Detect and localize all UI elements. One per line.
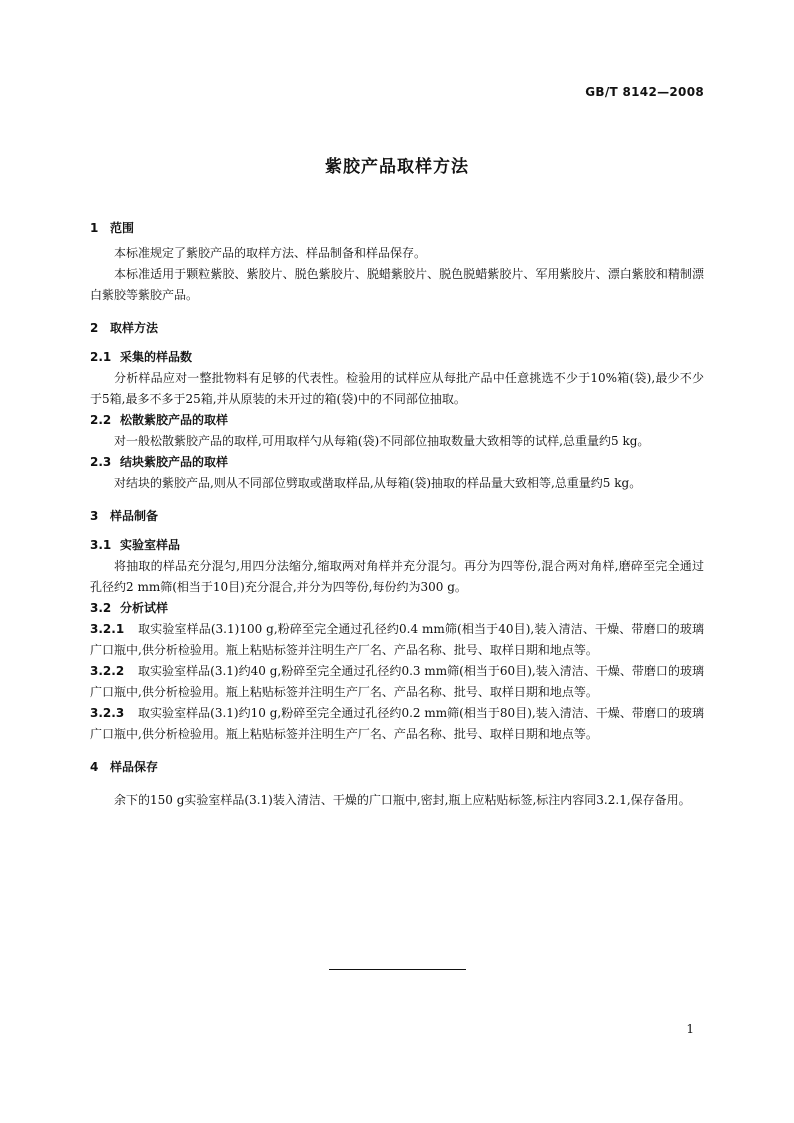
- paragraph: 余下的150 g实验室样品(3.1)装入清洁、干燥的广口瓶中,密封,瓶上应粘贴标签,标注内容同3.2.1,保存备用。: [114, 793, 691, 807]
- end-rule: [329, 969, 466, 970]
- section-title: 样品保存: [110, 760, 159, 774]
- standard-code: GB/T 8142—2008: [585, 85, 704, 99]
- section-heading: [90, 757, 704, 778]
- section-number: 1: [90, 221, 99, 235]
- subsection-title: 采集的样品数: [120, 350, 193, 364]
- section-number: 3: [90, 509, 99, 523]
- subsection-title: 分析试样: [120, 601, 169, 615]
- subsection-number: 2.2: [90, 413, 112, 427]
- subsection-number: 2.1: [90, 350, 112, 364]
- section-heading: [90, 506, 704, 527]
- clause-number: 3.2.2: [90, 664, 125, 678]
- page-number: 1: [686, 1022, 694, 1036]
- subsection-heading: [90, 598, 704, 619]
- subsection-number: 3.2: [90, 601, 112, 615]
- document-body: [90, 218, 704, 811]
- subsection-heading: [90, 410, 704, 431]
- clause-text: 取实验室样品(3.1)约10 g,粉碎至完全通过孔径约0.2 mm筛(相当于80目),装入清洁、干燥、带磨口的玻璃广口瓶中,供分析检验用。瓶上粘贴标签并注明生产厂名、产品名称、批号、取样日期和地点等。: [90, 706, 704, 741]
- section-title: 取样方法: [110, 321, 159, 335]
- clause-item: [90, 619, 704, 661]
- clause-number: 3.2.1: [90, 622, 125, 636]
- paragraph: 分析样品应对一整批物料有足够的代表性。检验用的试样应从每批产品中任意挑选不少于10%箱(袋),最少不少于5箱,最多不多于25箱,并从原装的未开过的箱(袋)中的不同部位抽取。: [90, 371, 704, 406]
- paragraph: 本标准适用于颗粒紫胶、紫胶片、脱色紫胶片、脱蜡紫胶片、脱色脱蜡紫胶片、军用紫胶片、漂白紫胶和精制漂白紫胶等紫胶产品。: [90, 267, 704, 302]
- clause-text: 取实验室样品(3.1)约40 g,粉碎至完全通过孔径约0.3 mm筛(相当于60目),装入清洁、干燥、带磨口的玻璃广口瓶中,供分析检验用。瓶上粘贴标签并注明生产厂名、产品名称、批号、取样日期和地点等。: [90, 664, 704, 699]
- section-number: 2: [90, 321, 99, 335]
- page-title: 紫胶产品取样方法: [325, 157, 469, 177]
- paragraph: 对结块的紫胶产品,则从不同部位劈取或凿取样品,从每箱(袋)抽取的样品量大致相等,总重量约5 kg。: [114, 476, 642, 490]
- subsection-title: 实验室样品: [120, 538, 181, 552]
- section-title: 范围: [110, 221, 135, 235]
- subsection-heading: [90, 535, 704, 556]
- subsection-title: 结块紫胶产品的取样: [120, 455, 229, 469]
- subsection-title: 松散紫胶产品的取样: [120, 413, 229, 427]
- subsection-heading: [90, 452, 704, 473]
- section-title: 样品制备: [110, 509, 159, 523]
- section-heading: [90, 218, 704, 239]
- paragraph: 对一般松散紫胶产品的取样,可用取样勺从每箱(袋)不同部位抽取数量大致相等的试样,总重量约5 kg。: [114, 434, 650, 448]
- paragraph: 本标准规定了紫胶产品的取样方法、样品制备和样品保存。: [114, 246, 427, 260]
- section-number: 4: [90, 760, 99, 774]
- paragraph: 将抽取的样品充分混匀,用四分法缩分,缩取两对角样并充分混匀。再分为四等份,混合两对角样,磨碎至完全通过孔径约2 mm筛(相当于10目)充分混合,并分为四等份,每份约为300 g。: [90, 559, 704, 594]
- subsection-heading: [90, 347, 704, 368]
- subsection-number: 3.1: [90, 538, 112, 552]
- clause-item: [90, 661, 704, 703]
- clause-item: [90, 703, 704, 745]
- section-heading: [90, 318, 704, 339]
- clause-text: 取实验室样品(3.1)100 g,粉碎至完全通过孔径约0.4 mm筛(相当于40目),装入清洁、干燥、带磨口的玻璃广口瓶中,供分析检验用。瓶上粘贴标签并注明生产厂名、产品名称、批号、取样日期和地点等。: [90, 622, 704, 657]
- clause-number: 3.2.3: [90, 706, 125, 720]
- subsection-number: 2.3: [90, 455, 112, 469]
